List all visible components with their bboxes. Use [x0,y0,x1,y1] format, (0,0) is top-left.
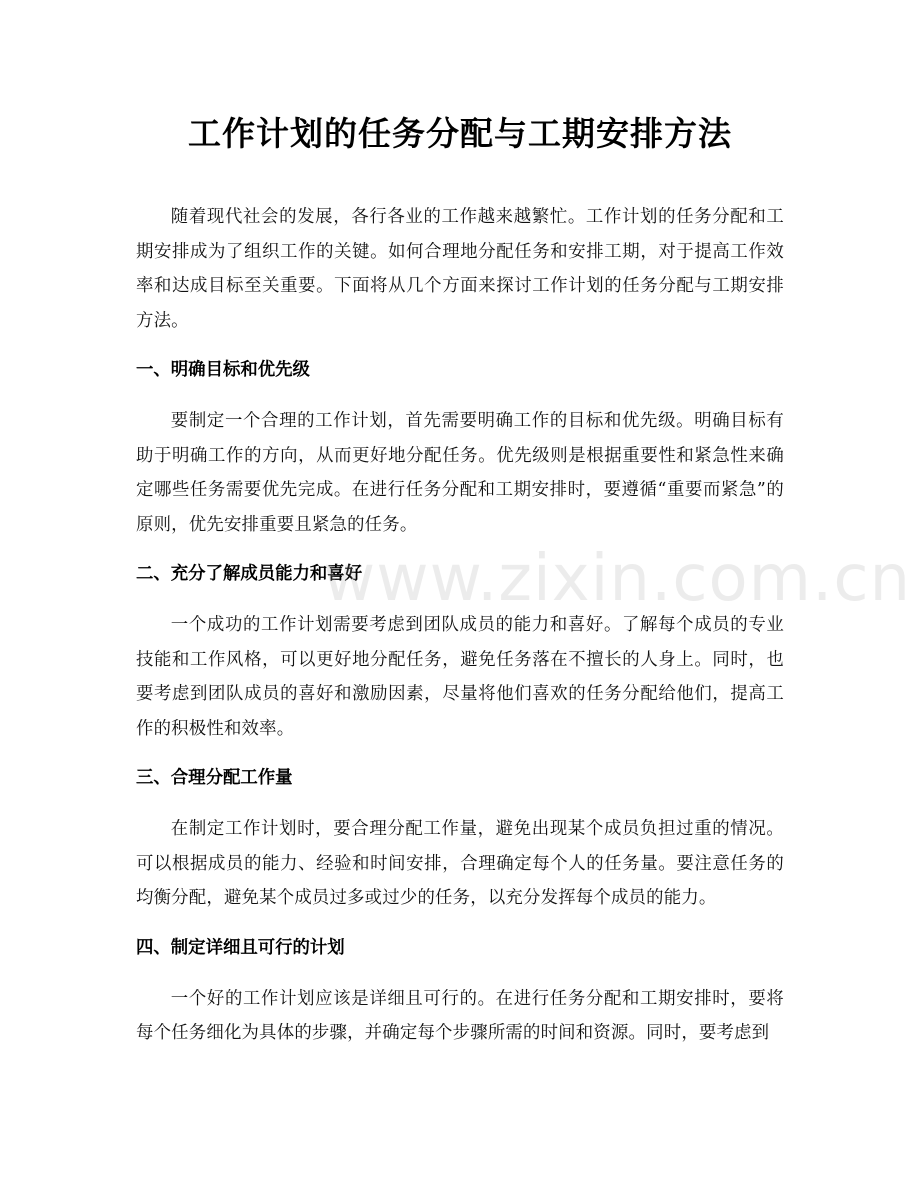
section-paragraph: 在制定工作计划时，要合理分配工作量，避免出现某个成员负担过重的情况。可以根据成员的能力、经验和时间安排，合理确定每个人的任务量。要注意任务的均衡分配，避免某个成员过多或过少的任务，以充分发挥每个成员的能力。 [136,819,784,908]
section-2 [136,554,784,746]
section-heading: 一、明确目标和优先级 [136,360,310,380]
section-heading: 四、制定详细且可行的计划 [136,937,345,958]
watermark-text: www.zixin.com.cn [322,542,912,616]
section-paragraph: 要制定一个合理的工作计划，首先需要明确工作的目标和优先级。明确目标有助于明确工作的方向，从而更好地分配任务。优先级则是根据重要性和紧急性来确定哪些任务需要优先完成。在进行任务分配和工期安排时，要遵循“重要而紧急”的原则，优先安排重要且紧急的任务。 [136,411,784,535]
section-4 [136,928,784,1051]
section-3 [136,758,784,916]
section-heading: 三、合理分配工作量 [136,768,293,788]
intro-paragraph: 随着现代社会的发展，各行各业的工作越来越繁忙。工作计划的任务分配和工期安排成为了组织工作的关键。如何合理地分配任务和安排工期，对于提高工作效率和达成目标至关重要。下面将从几个方面来探讨工作计划的任务分配与工期安排方法。 [136,207,784,331]
section-1 [136,350,784,542]
document-title: 工作计划的任务分配与工期安排方法 [188,114,732,153]
section-paragraph: 一个成功的工作计划需要考虑到团队成员的能力和喜好。了解每个成员的专业技能和工作风格，可以更好地分配任务，避免任务落在不擅长的人身上。同时，也要考虑到团队成员的喜好和激励因素，尽量将他们喜欢的任务分配给他们，提高工作的积极性和效率。 [136,615,784,739]
section-paragraph: 一个好的工作计划应该是详细且可行的。在进行任务分配和工期安排时，要将每个任务细化为具体的步骤，并确定每个步骤所需的时间和资源。同时，要考虑到 [136,988,784,1043]
section-heading: 二、充分了解成员能力和喜好 [136,564,363,584]
